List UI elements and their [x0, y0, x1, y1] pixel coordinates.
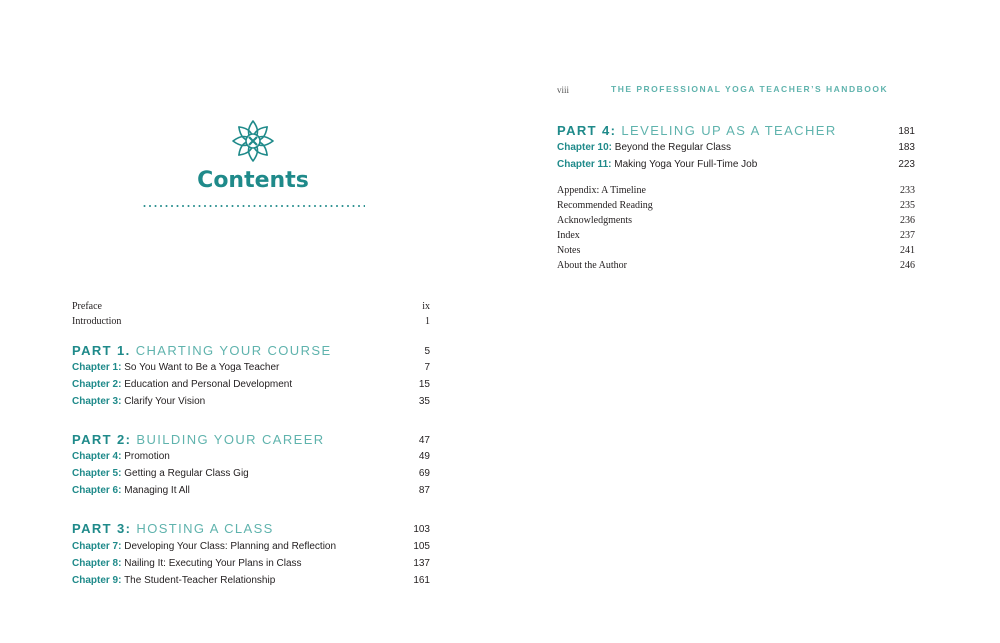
toc-page: 5 [424, 346, 430, 357]
toc-entry-notes: Notes [557, 245, 581, 256]
rule-dot [364, 205, 366, 207]
rule-dot [166, 205, 168, 207]
rule-dot [314, 205, 316, 207]
rule-dot [276, 205, 278, 207]
toc-page: 183 [898, 142, 915, 153]
toc-entry-preface: Preface [72, 301, 102, 312]
rule-dot [287, 205, 289, 207]
rule-dot [160, 205, 162, 207]
toc-page: 223 [898, 159, 915, 170]
toc-page: 35 [418, 396, 430, 407]
rule-dot [149, 205, 151, 207]
rule-dot [177, 205, 179, 207]
toc-chapter-11: Chapter 11: Making Yoga Your Full-Time Job [557, 159, 758, 170]
running-header: THE PROFESSIONAL YOGA TEACHER’S HANDBOOK [611, 84, 889, 94]
toc-page: 241 [900, 245, 915, 256]
toc-page: 105 [413, 541, 430, 552]
toc-entry-appendix: Appendix: A Timeline [557, 185, 646, 196]
toc-entry-acknowledgments: Acknowledgments [557, 215, 632, 226]
rule-dot [265, 205, 267, 207]
rule-dot [193, 205, 195, 207]
toc-chapter-3: Chapter 3: Clarify Your Vision [72, 396, 206, 407]
toc-page: 69 [418, 468, 430, 479]
toc-page: 181 [898, 126, 915, 137]
rule-dot [353, 205, 355, 207]
toc-chapter-2: Chapter 2: Education and Personal Development [72, 379, 293, 390]
toc-chapter-5: Chapter 5: Getting a Regular Class Gig [72, 468, 249, 479]
toc-page: 237 [900, 230, 915, 241]
toc-part-3: PART 3: HOSTING A CLASS [72, 521, 274, 536]
toc-page: 103 [413, 524, 430, 535]
toc-page: 15 [418, 379, 430, 390]
rule-dot [210, 205, 212, 207]
toc-part-1: PART 1. CHARTING YOUR COURSE [72, 343, 332, 358]
toc-page: 7 [424, 362, 430, 373]
rule-dot [358, 205, 360, 207]
toc-entry-introduction: Introduction [72, 316, 122, 327]
toc-page: 235 [900, 200, 915, 211]
toc-entry-about-the-author: About the Author [557, 260, 627, 271]
rule-dot [155, 205, 157, 207]
toc-part-2: PART 2: BUILDING YOUR CAREER [72, 432, 325, 447]
toc-page: 236 [900, 215, 915, 226]
toc-chapter-6: Chapter 6: Managing It All [72, 485, 190, 496]
rule-dot [188, 205, 190, 207]
lotus-ornament-icon [229, 117, 277, 165]
toc-page: 1 [425, 316, 430, 327]
toc-part-4: PART 4: LEVELING UP AS A TEACHER [557, 123, 837, 138]
toc-chapter-9: Chapter 9: The Student-Teacher Relationship [72, 575, 276, 586]
rule-dot [171, 205, 173, 207]
toc-page: 87 [418, 485, 430, 496]
toc-chapter-8: Chapter 8: Nailing It: Executing Your Plans in Class [72, 558, 302, 569]
rule-dot [226, 205, 228, 207]
toc-page: 233 [900, 185, 915, 196]
rule-dot [298, 205, 300, 207]
rule-dot [248, 205, 250, 207]
rule-dot [347, 205, 349, 207]
rule-dot [342, 205, 344, 207]
rule-dot [254, 205, 256, 207]
toc-entry-recommended-reading: Recommended Reading [557, 200, 653, 211]
dotted-rule [143, 203, 365, 209]
rule-dot [221, 205, 223, 207]
toc-chapter-1: Chapter 1: So You Want to Be a Yoga Teacher [72, 362, 280, 373]
toc-chapter-4: Chapter 4: Promotion [72, 451, 170, 462]
toc-page: 246 [900, 260, 915, 271]
rule-dot [237, 205, 239, 207]
rule-dot [270, 205, 272, 207]
toc-page: 137 [413, 558, 430, 569]
rule-dot [232, 205, 234, 207]
rule-dot [281, 205, 283, 207]
rule-dot [199, 205, 201, 207]
rule-dot [182, 205, 184, 207]
page-title: Contents [197, 168, 309, 193]
rule-dot [215, 205, 217, 207]
toc-page: 47 [418, 435, 430, 446]
rule-dot [320, 205, 322, 207]
rule-dot [325, 205, 327, 207]
toc-entry-index: Index [557, 230, 580, 241]
rule-dot [259, 205, 261, 207]
rule-dot [292, 205, 294, 207]
rule-dot [331, 205, 333, 207]
rule-dot [243, 205, 245, 207]
rule-dot [204, 205, 206, 207]
rule-dot [309, 205, 311, 207]
toc-page: 49 [418, 451, 430, 462]
page-number: viii [557, 85, 570, 95]
rule-dot [336, 205, 338, 207]
rule-dot [144, 205, 146, 207]
toc-chapter-10: Chapter 10: Beyond the Regular Class [557, 142, 731, 153]
toc-chapter-7: Chapter 7: Developing Your Class: Planning and Reflection [72, 541, 337, 552]
toc-page: ix [422, 301, 430, 312]
toc-page: 161 [413, 575, 430, 586]
rule-dot [303, 205, 305, 207]
